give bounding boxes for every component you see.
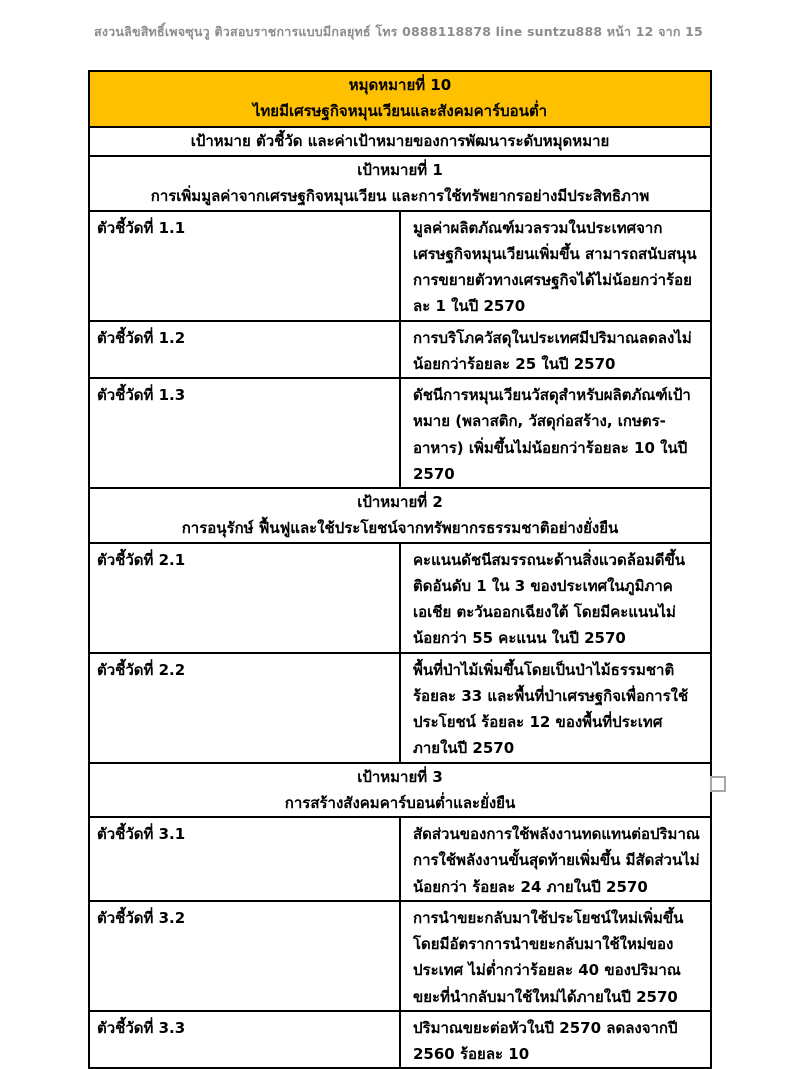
indicator-1-2-text: การบริโภควัสดุในประเทศมีปริมาณลดลงไม่น้อยกว่าร้อยละ 25 ในปี 2570 — [400, 321, 711, 379]
goal-3-title: เป้าหมายที่ 3 — [357, 767, 443, 786]
table-row-indicator-3-3 — [89, 1011, 711, 1069]
table-row-goal-1 — [89, 156, 711, 211]
milestone-title: หมุดหมายที่ 10 — [348, 76, 452, 94]
indicator-3-3-label: ตัวชี้วัดที่ 3.3 — [89, 1011, 400, 1069]
indicator-3-3-text: ปริมาณขยะต่อหัวในปี 2570 ลดลงจากปี 2560 ร้อยละ 10 — [400, 1011, 711, 1069]
table-row-goal-2 — [89, 488, 711, 543]
indicator-1-2-label: ตัวชี้วัดที่ 1.2 — [89, 321, 400, 379]
goal-3-header-cell — [89, 763, 711, 818]
table-row-indicator-1-1 — [89, 211, 711, 321]
table-row-indicator-3-1 — [89, 817, 711, 901]
table-row-indicator-3-2 — [89, 901, 711, 1011]
table-row-milestone-header — [89, 71, 711, 127]
milestone-header-cell — [89, 71, 711, 127]
table-row-goal-3 — [89, 763, 711, 818]
indicator-2-1-label: ตัวชี้วัดที่ 2.1 — [89, 543, 400, 653]
milestone-subtitle: ไทยมีเศรษฐกิจหมุนเวียนและสังคมคาร์บอนต่ำ — [252, 102, 548, 121]
indicator-1-1-text: มูลค่าผลิตภัณฑ์มวลรวมในประเทศจากเศรษฐกิจหมุนเวียนเพิ่มขึ้น สามารถสนับสนุน การขยายตัวทางเศรษฐกิจได้ไม่น้อยกว่าร้อยละ 1 ในปี 2570 — [400, 211, 711, 321]
goal-1-subtitle: การเพิ่มมูลค่าจากเศรษฐกิจหมุนเวียน และการใช้ทรัพยากรอย่างมีประสิทธิภาพ — [150, 187, 650, 206]
indicator-3-2-label: ตัวชี้วัดที่ 3.2 — [89, 901, 400, 1011]
indicator-1-3-label: ตัวชี้วัดที่ 1.3 — [89, 378, 400, 488]
indicator-3-1-label: ตัวชี้วัดที่ 3.1 — [89, 817, 400, 901]
indicator-2-2-text: พื้นที่ป่าไม้เพิ่มขึ้นโดยเป็นป่าไม้ธรรมชาติร้อยละ 33 และพื้นที่ป่าเศรษฐกิจเพื่อการใช้ประโยชน์ ร้อยละ 12 ของพื้นที่ประเทศ ภายในปี 2570 — [400, 653, 711, 763]
indicator-1-3-text: ดัชนีการหมุนเวียนวัสดุสำหรับผลิตภัณฑ์เป้าหมาย (พลาสติก, วัสดุก่อสร้าง, เกษตร-อาหาร) เพิ่มขึ้นไม่น้อยกว่าร้อยละ 10 ในปี 2570 — [400, 378, 711, 488]
table-row-indicator-2-2 — [89, 653, 711, 763]
goal-2-subtitle: การอนุรักษ์ ฟื้นฟูและใช้ประโยชน์จากทรัพยากรธรรมชาติอย่างยั่งยืน — [181, 519, 619, 538]
indicator-3-2-text: การนำขยะกลับมาใช้ประโยชน์ใหม่เพิ่มขึ้น โดยมีอัตราการนำขยะกลับมาใช้ใหม่ของประเทศ ไม่ต่ำกว่าร้อยละ 40 ของปริมาณขยะที่นำกลับมาใช้ใหม่ได้ภายในปี 2570 — [400, 901, 711, 1011]
table-row-section-header — [89, 127, 711, 156]
indicator-1-1-label: ตัวชี้วัดที่ 1.1 — [89, 211, 400, 321]
goal-1-header-cell — [89, 156, 711, 211]
indicator-2-1-text: คะแนนดัชนีสมรรถนะด้านสิ่งแวดล้อมดีขึ้น ติดอันดับ 1 ใน 3 ของประเทศในภูมิภาคเอเชีย ตะวันออกเฉียงใต้ โดยมีคะแนนไม่น้อยกว่า 55 คะแนน ในปี 2570 — [400, 543, 711, 653]
goal-3-subtitle: การสร้างสังคมคาร์บอนต่ำและยั่งยืน — [284, 793, 516, 812]
table-row-indicator-2-1 — [89, 543, 711, 653]
indicator-2-2-label: ตัวชี้วัดที่ 2.2 — [89, 653, 400, 763]
copyright-header: สงวนลิขสิทธิ์เพจซุนวู ติวสอบราชการแบบมีกลยุทธ์ โทร 0888118878 line suntzu888 หน้า 12 จาก 15 — [94, 24, 703, 39]
section-header-cell: เป้าหมาย ตัวชี้วัด และค่าเป้าหมายของการพัฒนาระดับหมุดหมาย — [89, 127, 711, 156]
missing-glyph-box — [710, 776, 726, 792]
goal-2-title: เป้าหมายที่ 2 — [357, 493, 443, 511]
milestone-table — [88, 70, 712, 1069]
goal-1-title: เป้าหมายที่ 1 — [357, 161, 443, 179]
indicator-3-1-text: สัดส่วนของการใช้พลังงานทดแทนต่อปริมาณการใช้พลังงานขั้นสุดท้ายเพิ่มขึ้น มีสัดส่วนไม่น้อยกว่า ร้อยละ 24 ภายในปี 2570 — [400, 817, 711, 901]
table-row-indicator-1-3 — [89, 378, 711, 488]
table-row-indicator-1-2 — [89, 321, 711, 379]
goal-2-header-cell — [89, 488, 711, 543]
